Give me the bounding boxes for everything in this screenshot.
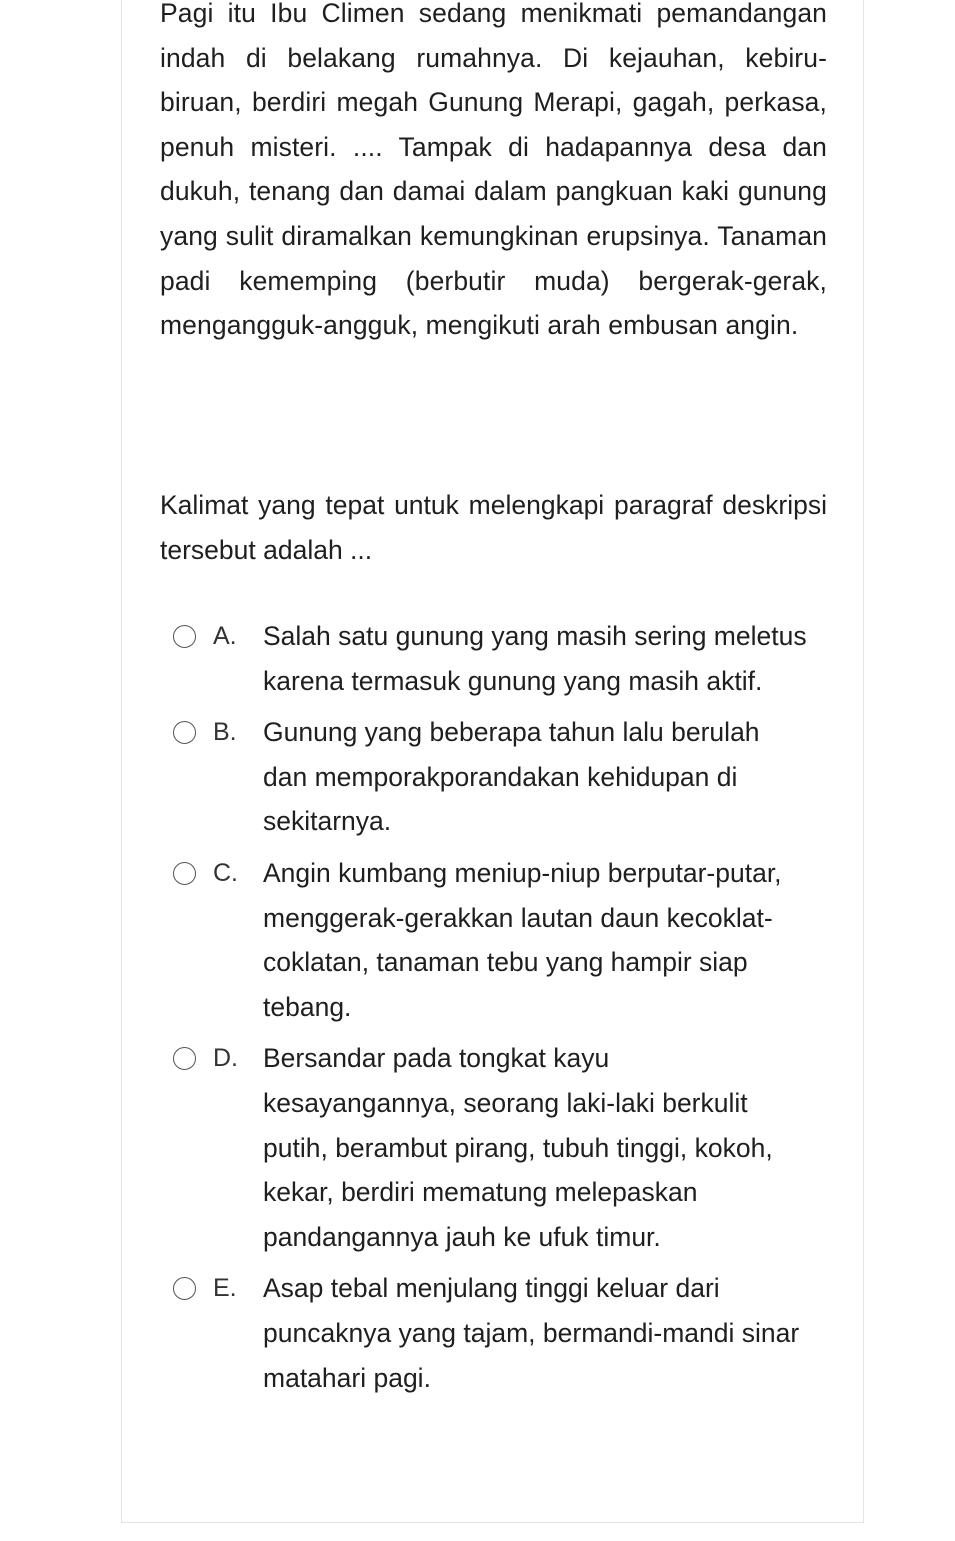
- radio-button-d[interactable]: [173, 1047, 196, 1070]
- radio-button-a[interactable]: [173, 625, 196, 648]
- option-text[interactable]: Asap tebal menjulang tinggi keluar dari puncaknya yang tajam, bermandi-mandi sinar matahari pagi.: [263, 1273, 800, 1393]
- option-d[interactable]: [173, 1036, 833, 1259]
- option-letter: B.: [213, 718, 237, 747]
- radio-button-b[interactable]: [173, 721, 196, 744]
- option-letter: D.: [213, 1044, 238, 1073]
- question-text: Kalimat yang tepat untuk melengkapi paragraf deskripsi tersebut adalah ...: [160, 490, 827, 565]
- option-text[interactable]: Salah satu gunung yang masih sering meletus karena termasuk gunung yang masih aktif.: [263, 621, 807, 696]
- option-e[interactable]: [173, 1266, 833, 1400]
- option-text[interactable]: Bersandar pada tongkat kayu kesayangannya, seorang laki-laki berkulit putih, berambut pirang, tubuh tinggi, kokoh, kekar, berdiri mematung melepaskan pandangannya jauh ke ufuk timur.: [263, 1043, 773, 1252]
- option-c[interactable]: [173, 851, 833, 1029]
- answer-options: [173, 614, 833, 1407]
- option-letter: C.: [213, 858, 238, 887]
- option-letter: A.: [213, 622, 237, 650]
- option-text[interactable]: Angin kumbang meniup-niup berputar-putar, menggerak-gerakkan lautan daun kecoklat-coklatan, tanaman tebu yang hampir siap tebang.: [263, 857, 782, 1022]
- radio-button-c[interactable]: [173, 862, 196, 885]
- option-letter: E.: [213, 1274, 237, 1303]
- passage-text: Pagi itu Ibu Climen sedang menikmati pemandangan indah di belakang rumahnya. Di kejauhan, kebiru-biruan, berdiri megah Gunung Merapi, gagah, perkasa, penuh misteri. .... Tampak di hadapannya desa dan dukuh, tenang dan damai dalam pangkuan kaki gunung yang sulit diramalkan kemungkinan erupsinya. Tanaman padi kememping (berbutir muda) bergerak-gerak, mengangguk-angguk, mengikuti arah embusan angin.: [160, 0, 827, 341]
- option-b[interactable]: [173, 710, 833, 844]
- radio-button-e[interactable]: [173, 1277, 196, 1300]
- option-a[interactable]: [173, 614, 833, 703]
- option-text[interactable]: Gunung yang beberapa tahun lalu berulah dan memporakporandakan kehidupan di sekitarnya.: [263, 717, 760, 837]
